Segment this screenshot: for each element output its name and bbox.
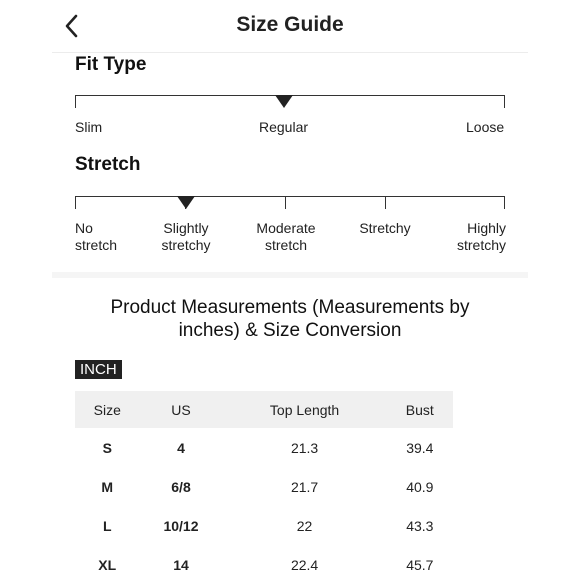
cell-us: 10/12 bbox=[163, 517, 199, 534]
stretch-option-moderate-stretch bbox=[246, 220, 326, 254]
stretch-scale-tick bbox=[504, 196, 505, 209]
header-bar bbox=[52, 0, 528, 53]
cell-top-length: 21.3 bbox=[290, 439, 319, 456]
cell-us: 14 bbox=[173, 556, 189, 573]
table-row bbox=[75, 428, 453, 467]
fit-option-slim: Slim bbox=[75, 119, 103, 135]
stretch-scale-line bbox=[75, 196, 505, 197]
fit-option-regular: Regular bbox=[259, 119, 309, 135]
cell-size: XL bbox=[98, 556, 117, 573]
cell-us: 4 bbox=[177, 439, 185, 456]
table-row bbox=[75, 467, 453, 506]
stretch-option-line: stretchy bbox=[456, 237, 506, 253]
measurements-title bbox=[52, 296, 528, 342]
cell-bust: 40.9 bbox=[406, 478, 434, 495]
cell-bust: 39.4 bbox=[406, 439, 434, 456]
cell-size: S bbox=[102, 439, 112, 456]
stretch-option-line: stretchy bbox=[161, 237, 211, 253]
cell-us: 6/8 bbox=[171, 478, 191, 495]
stretch-title: Stretch bbox=[75, 154, 141, 175]
table-header-row bbox=[75, 391, 453, 428]
measurements-section bbox=[52, 278, 528, 580]
fit-type-title: Fit Type bbox=[75, 54, 147, 75]
stretch-option-no-stretch bbox=[75, 220, 117, 254]
size-table bbox=[75, 391, 453, 580]
stretch-option-slightly-stretchy bbox=[146, 220, 226, 254]
table-row bbox=[75, 545, 453, 580]
fit-option-loose: Loose bbox=[466, 119, 505, 135]
page-title: Size Guide bbox=[236, 13, 344, 36]
fit-type-scale bbox=[75, 95, 505, 109]
stretch-scale bbox=[75, 196, 505, 210]
cell-bust: 43.3 bbox=[406, 517, 434, 534]
cell-top-length: 22.4 bbox=[290, 556, 319, 573]
stretch-option-highly-stretchy bbox=[435, 220, 506, 254]
stretch-option-line: No bbox=[75, 220, 93, 236]
fit-stretch-section bbox=[52, 54, 528, 272]
measurements-title-line: inches) & Size Conversion bbox=[178, 320, 402, 341]
stretch-option-line: Moderate bbox=[256, 220, 316, 236]
stretch-option-stretchy bbox=[345, 220, 425, 237]
stretch-option-line: Slightly bbox=[163, 220, 209, 236]
stretch-scale-tick bbox=[75, 196, 76, 209]
cell-size: M bbox=[101, 478, 114, 495]
cell-size: L bbox=[102, 517, 112, 534]
fit-type-selected-marker bbox=[275, 95, 293, 108]
column-header-top-length: Top Length bbox=[223, 391, 387, 428]
table-row bbox=[75, 506, 453, 545]
unit-badge-inch[interactable]: INCH bbox=[75, 360, 122, 379]
column-header-size: Size bbox=[75, 391, 140, 428]
measurements-title-line: Product Measurements (Measurements by bbox=[110, 297, 470, 318]
stretch-selected-marker bbox=[177, 196, 195, 209]
stretch-scale-tick bbox=[285, 196, 286, 209]
stretch-option-line: Highly bbox=[467, 220, 506, 236]
stretch-option-line: stretch bbox=[75, 237, 118, 253]
cell-bust: 45.7 bbox=[406, 556, 434, 573]
cell-top-length: 21.7 bbox=[290, 478, 319, 495]
cell-top-length: 22 bbox=[296, 517, 313, 534]
fit-scale-tick bbox=[75, 95, 76, 108]
column-header-bust: Bust bbox=[387, 391, 453, 428]
fit-scale-tick bbox=[504, 95, 505, 108]
stretch-scale-tick bbox=[385, 196, 386, 209]
stretch-option-line: Stretchy bbox=[359, 220, 411, 236]
column-header-us: US bbox=[140, 391, 223, 428]
stretch-option-line: stretch bbox=[264, 237, 307, 253]
